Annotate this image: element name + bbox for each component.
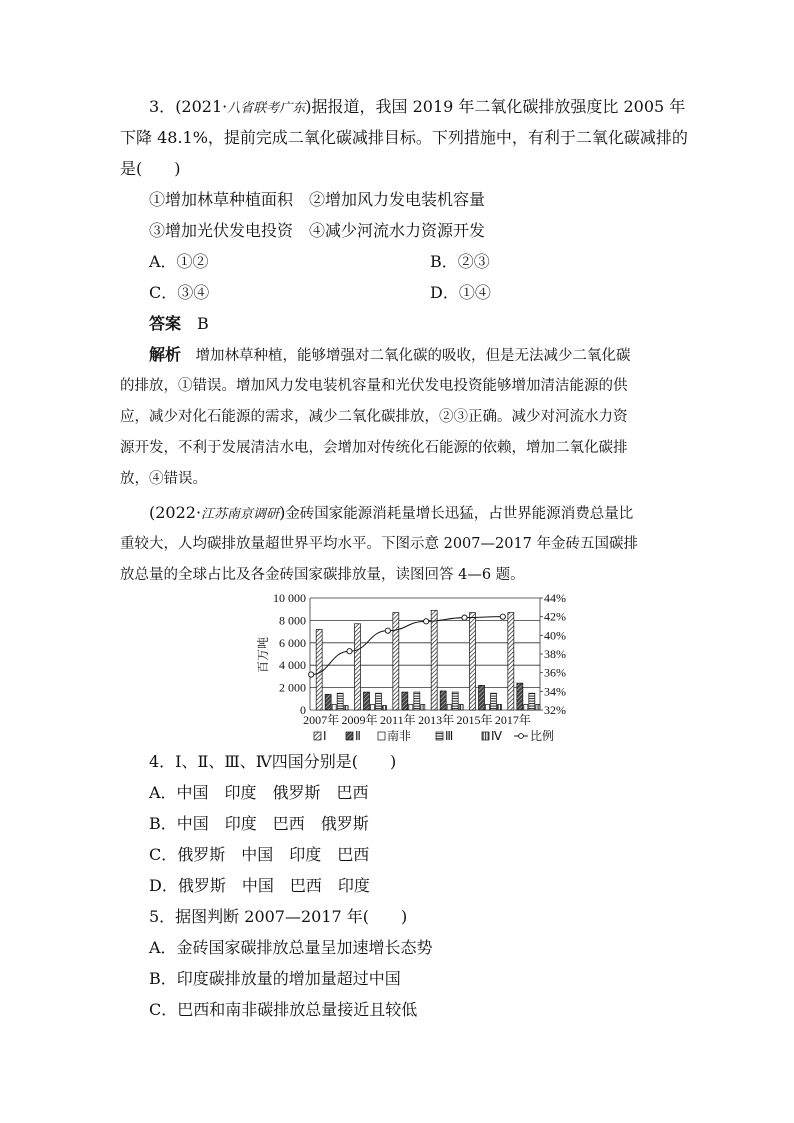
- y2-tick-label: 44%: [544, 591, 566, 605]
- emissions-chart: [250, 588, 580, 746]
- q3-option-d: D．①④: [430, 283, 491, 302]
- ratio-point: [385, 628, 390, 633]
- bar-series-3: [371, 704, 375, 710]
- q3-stem-l1: 据报道，我国 2019 年二氧化碳排放强度比 2005 年: [311, 97, 686, 116]
- legend-swatch: [378, 732, 385, 740]
- bar-series-1: [508, 613, 514, 710]
- y2-tick-label: 32%: [544, 703, 566, 717]
- y-tick-label: 6 000: [279, 635, 306, 650]
- bar-series-3: [486, 704, 490, 710]
- q3-source: 八省联考广东: [227, 101, 306, 116]
- y2-tick-label: 36%: [544, 665, 566, 680]
- analysis-text-1: 增加林草种植，能够增强对二氧化碳的吸收，但是无法减少二氧化碳: [195, 348, 631, 364]
- legend-swatch: [482, 732, 489, 740]
- chart-bars: [316, 610, 540, 710]
- intro-line1: [149, 502, 633, 526]
- x-tick-label: 2007年: [303, 713, 340, 727]
- bar-series-2: [517, 683, 523, 710]
- legend-swatch: [436, 732, 443, 740]
- bar-series-2: [364, 692, 370, 710]
- q4-option-c: C．俄罗斯 中国 印度 巴西: [149, 845, 370, 864]
- bar-series-5: [459, 704, 463, 710]
- q3-analysis-l3: 应，减少对化石能源的需求，减少二氧化碳排放，②③正确。减少对河流水力资: [120, 409, 628, 425]
- intro-line2: 重较大，人均碳排放量超世界平均水平。下图示意 2007—2017 年金砖五国碳排: [120, 536, 639, 552]
- intro-source-close: ): [279, 503, 286, 522]
- q3-source-close: ): [305, 97, 312, 116]
- bar-series-3: [409, 704, 413, 710]
- q3-analysis-l1: [149, 344, 631, 367]
- legend-label: Ⅳ: [491, 729, 503, 743]
- x-tick-label: 2015年: [456, 713, 493, 727]
- bar-series-4: [529, 693, 535, 710]
- q3-option-b: B．②③: [430, 252, 490, 271]
- x-tick-label: 2017年: [494, 713, 531, 727]
- q3-option-a: A．①②: [149, 252, 209, 271]
- bar-series-3: [447, 704, 451, 710]
- y2-tick-label: 40%: [544, 628, 566, 643]
- analysis-label: 解析: [149, 345, 182, 364]
- bar-series-5: [344, 706, 348, 710]
- bar-series-5: [421, 704, 425, 710]
- y2-tick-label: 34%: [544, 684, 566, 699]
- y-tick-label: 10 000: [273, 591, 306, 605]
- ratio-point: [462, 615, 467, 620]
- bar-series-4: [452, 692, 458, 710]
- q4-option-d: D．俄罗斯 中国 巴西 印度: [149, 876, 370, 895]
- y-tick-label: 4 000: [279, 658, 306, 673]
- ratio-point: [347, 649, 352, 654]
- q3-stem-line2: 下降 48.1%，提前完成二氧化碳减排目标。下列措施中，有利于二氧化碳减排的: [120, 128, 688, 147]
- bar-series-3: [524, 704, 528, 710]
- chart-legend: [314, 728, 554, 743]
- bar-series-1: [470, 613, 476, 710]
- q3-items-2: ③增加光伏发电投资 ④减少河流水力资源开发: [149, 221, 486, 240]
- legend-label: Ⅱ: [355, 729, 361, 743]
- q3-number: 3．: [149, 97, 176, 116]
- bar-series-5: [498, 704, 502, 710]
- q4-option-b: B．中国 印度 巴西 俄罗斯: [149, 814, 369, 833]
- answer-value: B: [197, 314, 209, 333]
- x-tick-label: 2011年: [380, 713, 416, 727]
- bar-series-1: [431, 610, 437, 710]
- q3-stem-line1: [149, 96, 685, 120]
- q3-analysis-l4: 源开发，不利于发展清洁水电，会增加对传统化石能源的依赖，增加二氧化碳排: [120, 440, 628, 456]
- bar-series-4: [491, 693, 497, 710]
- q5-stem: 5．据图判断 2007—2017 年( ): [149, 907, 408, 926]
- q5-option-a: A．金砖国家碳排放总量呈加速增长态势: [149, 938, 433, 957]
- bar-series-2: [440, 691, 446, 710]
- bar-series-2: [479, 685, 485, 710]
- legend-swatch: [314, 732, 321, 740]
- q4-option-a: A．中国 印度 俄罗斯 巴西: [149, 783, 369, 802]
- intro-l1: 金砖国家能源消耗量增长迅猛，占世界能源消费总量比: [285, 506, 634, 522]
- legend-swatch: [346, 732, 353, 740]
- q3-answer: [149, 313, 209, 335]
- bar-series-5: [383, 706, 387, 710]
- intro-source: 江苏南京调研: [201, 507, 280, 522]
- legend-label: Ⅰ: [323, 729, 327, 743]
- bar-series-5: [536, 704, 540, 710]
- ratio-point: [309, 672, 314, 677]
- q3-analysis-l2: 的排放，①错误。增加风力发电装机容量和光伏发电投资能够增加清洁能源的供: [120, 378, 628, 394]
- legend-marker: [519, 734, 524, 739]
- bar-series-4: [414, 692, 420, 710]
- legend-label: Ⅲ: [445, 729, 454, 743]
- answer-label: 答案: [149, 314, 182, 333]
- q3-source-open: (2021·: [175, 97, 228, 116]
- bar-series-1: [355, 624, 361, 710]
- bar-series-4: [376, 693, 382, 710]
- bar-series-2: [325, 694, 331, 710]
- y2-tick-label: 38%: [544, 647, 566, 661]
- legend-label: 南非: [387, 729, 412, 743]
- y-tick-label: 8 000: [279, 613, 306, 628]
- bar-series-2: [402, 692, 408, 710]
- q3-stem-line3: 是( ): [120, 159, 181, 178]
- q5-option-b: B．印度碳排放量的增加量超过中国: [149, 969, 401, 988]
- q3-items-1: ①增加林草种植面积 ②增加风力发电装机容量: [149, 190, 486, 209]
- ratio-point: [500, 614, 505, 619]
- x-tick-label: 2013年: [418, 713, 455, 727]
- y-axis-title: 百万吨: [256, 636, 270, 674]
- chart-ratio-line: [309, 614, 506, 677]
- q3-analysis-l5: 放，④错误。: [120, 471, 207, 487]
- q5-option-c: C．巴西和南非碳排放总量接近且较低: [149, 1000, 418, 1019]
- intro-line3: 放总量的全球占比及各金砖国家碳排放量，读图回答 4—6 题。: [120, 567, 525, 583]
- bar-series-3: [332, 704, 336, 710]
- intro-source-open: (2022·: [149, 503, 202, 522]
- y2-tick-label: 42%: [544, 609, 566, 624]
- q4-stem: 4．Ⅰ、Ⅱ、Ⅲ、Ⅳ四国分别是( ): [149, 752, 397, 771]
- legend-label: 比例: [530, 729, 555, 743]
- bar-series-1: [393, 613, 399, 710]
- bar-series-1: [316, 629, 322, 710]
- bar-series-4: [337, 693, 343, 710]
- x-tick-label: 2009年: [341, 713, 378, 727]
- y-tick-label: 0: [300, 703, 306, 717]
- q3-option-c: C．③④: [149, 283, 210, 302]
- ratio-point: [424, 619, 429, 624]
- y-tick-label: 2 000: [279, 680, 306, 695]
